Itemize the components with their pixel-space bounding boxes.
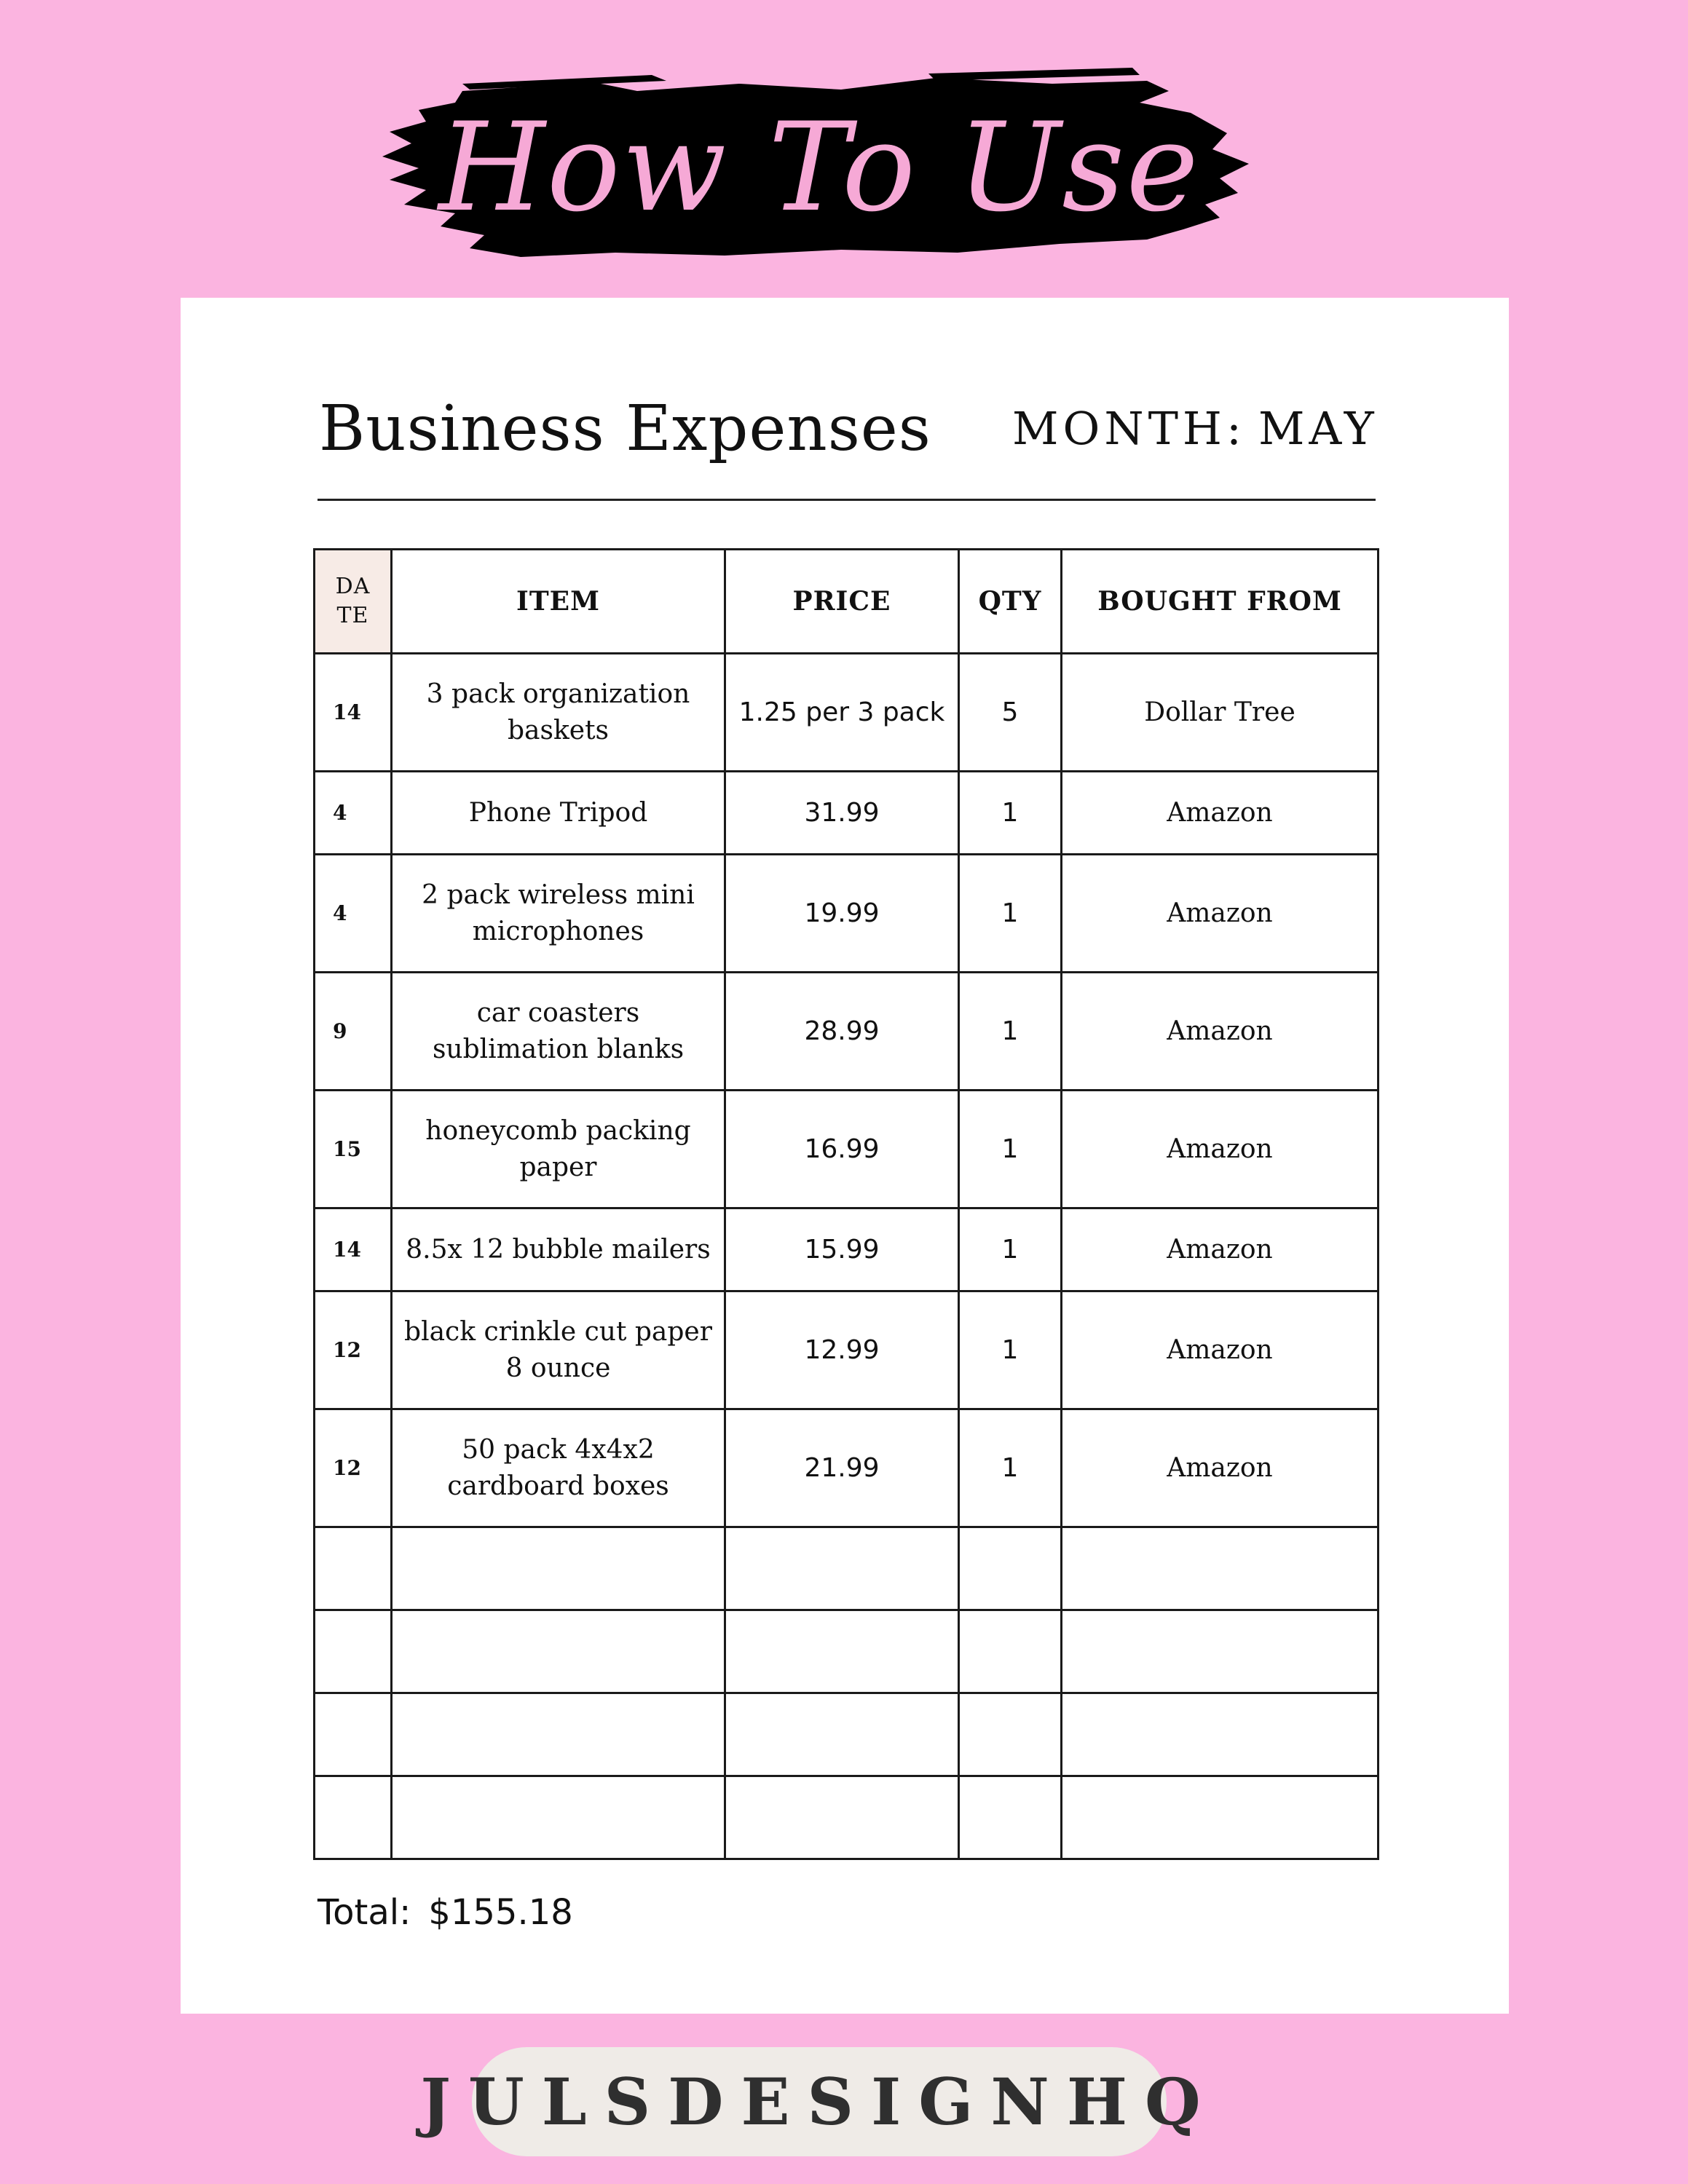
- cell-date[interactable]: 12: [315, 1409, 392, 1527]
- cell-qty[interactable]: 1: [959, 1409, 1062, 1527]
- cell-item[interactable]: 8.5x 12 bubble mailers: [392, 1208, 725, 1291]
- expense-sheet: [181, 298, 1509, 2014]
- cell-date[interactable]: 14: [315, 1208, 392, 1291]
- cell-date[interactable]: 4: [315, 772, 392, 855]
- month-label: MONTH:: [1012, 402, 1246, 455]
- cell-price[interactable]: [725, 1776, 959, 1859]
- banner-title: How To Use: [438, 96, 1200, 239]
- cell-price[interactable]: 21.99: [725, 1409, 959, 1527]
- table-row[interactable]: [315, 1091, 1379, 1208]
- table-row[interactable]: [315, 1409, 1379, 1527]
- cell-item[interactable]: car coasters sublimation blanks: [392, 973, 725, 1091]
- cell-item[interactable]: [392, 1693, 725, 1776]
- cell-date[interactable]: 14: [315, 654, 392, 772]
- cell-date[interactable]: 12: [315, 1291, 392, 1409]
- cell-qty[interactable]: [959, 1610, 1062, 1693]
- cell-bought-from[interactable]: Amazon: [1062, 772, 1379, 855]
- cell-qty[interactable]: [959, 1527, 1062, 1610]
- column-header-price: PRICE: [725, 550, 959, 654]
- cell-date[interactable]: 9: [315, 973, 392, 1091]
- title-banner: [375, 62, 1263, 273]
- page-title: Business Expenses: [319, 392, 931, 465]
- cell-bought-from[interactable]: [1062, 1693, 1379, 1776]
- cell-bought-from[interactable]: [1062, 1610, 1379, 1693]
- cell-price[interactable]: 28.99: [725, 973, 959, 1091]
- cell-bought-from[interactable]: Amazon: [1062, 1409, 1379, 1527]
- title-divider: [318, 499, 1376, 501]
- cell-bought-from[interactable]: Dollar Tree: [1062, 654, 1379, 772]
- cell-qty[interactable]: 1: [959, 1208, 1062, 1291]
- month-value: MAY: [1258, 402, 1379, 455]
- table-row[interactable]: [315, 1208, 1379, 1291]
- cell-price[interactable]: [725, 1527, 959, 1610]
- cell-item[interactable]: [392, 1527, 725, 1610]
- cell-bought-from[interactable]: Amazon: [1062, 1208, 1379, 1291]
- table-header-row: [315, 550, 1379, 654]
- cell-qty[interactable]: 1: [959, 973, 1062, 1091]
- cell-item[interactable]: [392, 1610, 725, 1693]
- cell-bought-from[interactable]: Amazon: [1062, 855, 1379, 973]
- cell-price[interactable]: 12.99: [725, 1291, 959, 1409]
- table-row[interactable]: [315, 654, 1379, 772]
- cell-bought-from[interactable]: Amazon: [1062, 1091, 1379, 1208]
- cell-date[interactable]: [315, 1693, 392, 1776]
- table-row-empty[interactable]: [315, 1610, 1379, 1693]
- expenses-table: [313, 548, 1379, 1860]
- cell-item[interactable]: black crinkle cut paper 8 ounce: [392, 1291, 725, 1409]
- cell-date[interactable]: 4: [315, 855, 392, 973]
- cell-qty[interactable]: [959, 1693, 1062, 1776]
- cell-qty[interactable]: 1: [959, 772, 1062, 855]
- table-row[interactable]: [315, 855, 1379, 973]
- cell-price[interactable]: [725, 1693, 959, 1776]
- cell-item[interactable]: 2 pack wireless mini microphones: [392, 855, 725, 973]
- table-row-empty[interactable]: [315, 1693, 1379, 1776]
- column-header-qty: QTY: [959, 550, 1062, 654]
- cell-bought-from[interactable]: [1062, 1776, 1379, 1859]
- cell-qty[interactable]: [959, 1776, 1062, 1859]
- cell-price[interactable]: 31.99: [725, 772, 959, 855]
- table-row-empty[interactable]: [315, 1776, 1379, 1859]
- cell-qty[interactable]: 1: [959, 1091, 1062, 1208]
- cell-item[interactable]: 50 pack 4x4x2 cardboard boxes: [392, 1409, 725, 1527]
- cell-price[interactable]: 15.99: [725, 1208, 959, 1291]
- cell-price[interactable]: 19.99: [725, 855, 959, 973]
- total-value: $155.18: [428, 1892, 573, 1933]
- cell-price[interactable]: 1.25 per 3 pack: [725, 654, 959, 772]
- cell-item[interactable]: [392, 1776, 725, 1859]
- cell-date[interactable]: [315, 1776, 392, 1859]
- cell-date[interactable]: [315, 1610, 392, 1693]
- table-row[interactable]: [315, 1291, 1379, 1409]
- cell-item[interactable]: honeycomb packing paper: [392, 1091, 725, 1208]
- cell-date[interactable]: 15: [315, 1091, 392, 1208]
- cell-bought-from[interactable]: Amazon: [1062, 1291, 1379, 1409]
- cell-qty[interactable]: 1: [959, 855, 1062, 973]
- cell-bought-from[interactable]: [1062, 1527, 1379, 1610]
- cell-price[interactable]: [725, 1610, 959, 1693]
- table-row[interactable]: [315, 772, 1379, 855]
- cell-qty[interactable]: 1: [959, 1291, 1062, 1409]
- cell-item[interactable]: 3 pack organization baskets: [392, 654, 725, 772]
- column-header-bought-from: BOUGHT FROM: [1062, 550, 1379, 654]
- brand-name: JULSDESIGNHQ: [420, 2064, 1218, 2140]
- table-row-empty[interactable]: [315, 1527, 1379, 1610]
- cell-bought-from[interactable]: Amazon: [1062, 973, 1379, 1091]
- table-row[interactable]: [315, 973, 1379, 1091]
- total-line: [318, 1892, 573, 1933]
- cell-item[interactable]: Phone Tripod: [392, 772, 725, 855]
- cell-price[interactable]: 16.99: [725, 1091, 959, 1208]
- brand-footer: [420, 2047, 1218, 2156]
- column-header-item: ITEM: [392, 550, 725, 654]
- column-header-date: DA TE: [315, 550, 392, 654]
- total-label: Total:: [318, 1892, 411, 1933]
- cell-date[interactable]: [315, 1527, 392, 1610]
- cell-qty[interactable]: 5: [959, 654, 1062, 772]
